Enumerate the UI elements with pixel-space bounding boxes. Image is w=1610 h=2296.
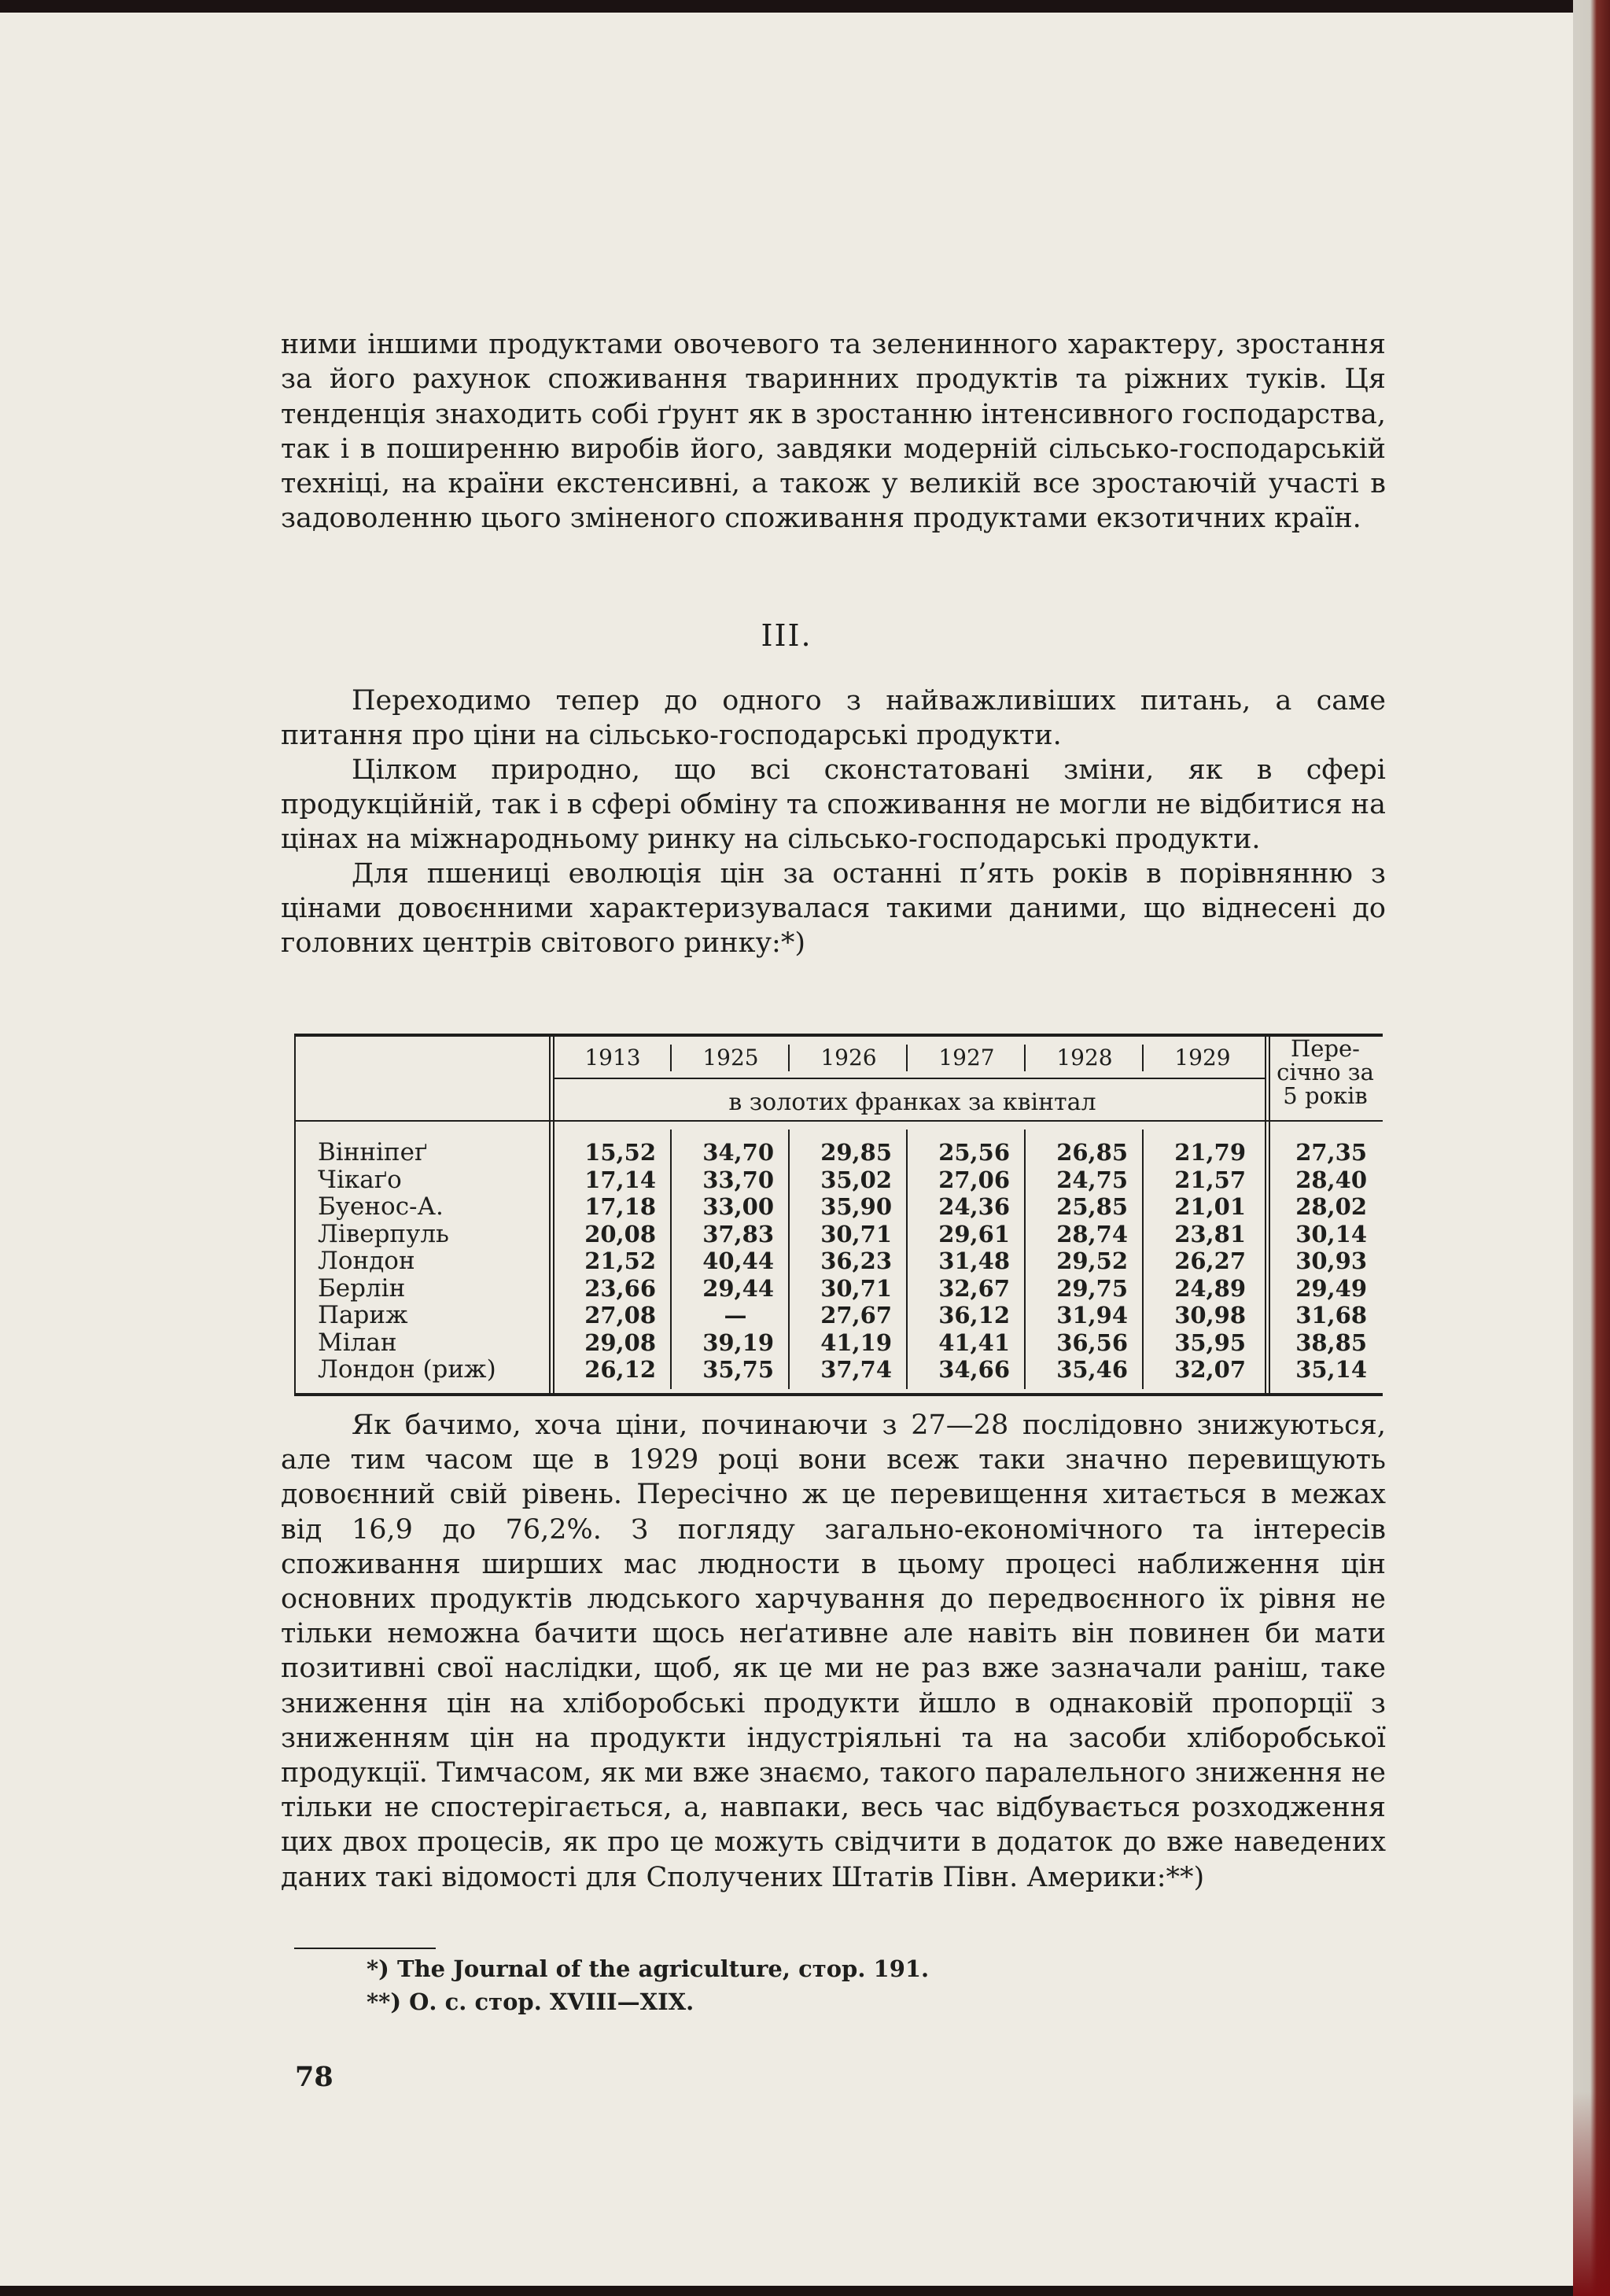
value-cell: 26,85 — [1056, 1139, 1128, 1166]
city-cell: Берлін — [318, 1273, 406, 1303]
intro-paragraph-text: ними іншими продуктами овочевого та зеленинного характеру, зростання за його рахунок споживання тваринних продуктів та ріжних туків. Ця тенденція знаходить собі ґрунт як в зростанню інтенсивного господарства, так і в поширенню виробів його, завдяки модерній сільсько-господарській техніці, на країни екстенсивні, а також у великій все зростаючій участі в задоволенню цього зміненого споживання продуктами екзотичних країн. — [281, 329, 1386, 535]
column-separator — [1024, 1130, 1026, 1389]
value-cell: 30,98 — [1174, 1302, 1246, 1329]
value-cell: 31,68 — [1295, 1302, 1367, 1329]
value-cell: 30,71 — [820, 1220, 892, 1248]
value-cell: 41,41 — [938, 1329, 1010, 1356]
value-cell: 35,02 — [820, 1166, 892, 1193]
value-cell: 35,95 — [1174, 1329, 1246, 1356]
value-cell: 35,75 — [702, 1356, 774, 1383]
value-cell: 31,94 — [1056, 1302, 1128, 1329]
value-cell: 26,12 — [584, 1356, 656, 1383]
column-1926 — [791, 1139, 892, 1384]
table-rule — [296, 1120, 1383, 1122]
column-1925 — [673, 1139, 774, 1384]
year-header-1927: 1927 — [938, 1045, 995, 1071]
value-cell: 25,56 — [938, 1139, 1010, 1166]
column-1927 — [909, 1139, 1010, 1384]
value-cell: 37,74 — [820, 1356, 892, 1383]
column-separator — [670, 1130, 672, 1389]
city-cell: Лондон (риж) — [318, 1355, 496, 1384]
value-cell: 33,00 — [702, 1193, 774, 1220]
page-number: 78 — [295, 2061, 333, 2093]
value-cell: 37,83 — [702, 1220, 774, 1248]
value-cell: 24,75 — [1056, 1166, 1128, 1193]
value-cell: 15,52 — [584, 1139, 656, 1166]
value-cell: 36,12 — [938, 1302, 1010, 1329]
city-cell: Париж — [318, 1301, 408, 1329]
city-cell: Чікаґо — [318, 1165, 402, 1194]
book-binding-edge — [1573, 0, 1610, 2296]
column-average — [1266, 1139, 1367, 1384]
city-cell: Мілан — [318, 1328, 397, 1357]
value-cell: 27,08 — [584, 1302, 656, 1329]
value-cell: 32,07 — [1174, 1356, 1246, 1383]
value-cell: 21,57 — [1174, 1166, 1246, 1193]
section-heading: III. — [761, 618, 812, 653]
paragraph-4: Для пшениці еволюція цін за останні п’ять років в порівнянню з цінами довоєнними характеризувалася такими даними, що віднесені до головних центрів світового ринку:*) — [281, 858, 1386, 959]
average-header: Пере-січно за 5 років — [1277, 1035, 1374, 1109]
year-header-1913: 1913 — [584, 1045, 641, 1071]
value-cell: 34,66 — [938, 1356, 1010, 1383]
value-cell: 29,85 — [820, 1139, 892, 1166]
value-cell: 24,89 — [1174, 1274, 1246, 1302]
value-cell: 41,19 — [820, 1329, 892, 1356]
value-cell: 31,48 — [938, 1248, 1010, 1274]
column-1928 — [1027, 1139, 1128, 1384]
column-separator — [906, 1130, 908, 1389]
value-cell: 29,08 — [584, 1329, 656, 1356]
paragraph-2: Переходимо тепер до одного з найважливіших питань, а саме питання про ціни на сільсько-господарські продукти. — [281, 685, 1386, 751]
value-cell: 29,75 — [1056, 1274, 1128, 1302]
city-cell: Ліверпуль — [318, 1219, 449, 1248]
value-cell: 34,70 — [702, 1139, 774, 1166]
column-separator — [1142, 1130, 1144, 1389]
value-cell: 29,49 — [1295, 1274, 1367, 1302]
year-separator — [906, 1045, 908, 1071]
value-cell: 30,71 — [820, 1274, 892, 1302]
value-cell: 35,46 — [1056, 1356, 1128, 1383]
paragraph-5: Як бачимо, хоча ціни, починаючи з 27—28 послідовно знижуються, але тим часом ще в 1929 році вони всеж таки значно перевищують довоєнний свій рівень. Пересічно ж це перевищення хитається в межах від 16,9 до 76,2%. З погляду загально-економічного та інтересів споживання ширших мас людности в цьому процесі наближення цін основних продуктів людського харчування до передвоєнного їх рівня не тільки неможна бачити щось неґативне але навіть він повинен би мати позитивні свої наслідки, щоб, як це ми не раз вже зазначали раніш, таке зниження цін на хліборобські продукти йшло в однаковій пропорції з зниженням цін на продукти індустріяльні та на засоби хліборобської продукції. Тимчасом, як ми вже знаємо, такого паралельного зниження не тільки не спостерігається, а, навпаки, весь час відбувається розходження цих двох процесів, як про це можуть свідчити в додаток до вже наведених даних такі відомості для Сполучених Штатів Півн. Америки:**) — [281, 1410, 1386, 1893]
value-cell: 29,52 — [1056, 1248, 1128, 1274]
value-cell: 28,02 — [1295, 1193, 1367, 1220]
intro-paragraph — [281, 327, 1386, 536]
value-cell: 21,01 — [1174, 1193, 1246, 1220]
value-cell: 17,14 — [584, 1166, 656, 1193]
column-1913 — [555, 1139, 656, 1384]
value-cell: 20,08 — [584, 1220, 656, 1248]
value-cell: 25,85 — [1056, 1193, 1128, 1220]
paragraph-3: Цілком природно, що всі сконстатовані зміни, як в сфері продукційній, так і в сфері обміну та споживання не могли не відбитися на цінах на міжнародньому ринку на сільсько-господарські продукти. — [281, 754, 1386, 855]
value-cell: 21,52 — [584, 1248, 656, 1274]
value-cell: 35,90 — [820, 1193, 892, 1220]
year-header-1925: 1925 — [702, 1045, 759, 1071]
value-cell: 17,18 — [584, 1193, 656, 1220]
value-cell: — — [724, 1302, 747, 1329]
value-cell: 21,79 — [1174, 1139, 1246, 1166]
book-cover-corner — [1573, 2091, 1610, 2296]
value-cell: 32,67 — [938, 1274, 1010, 1302]
value-cell: 27,06 — [938, 1166, 1010, 1193]
value-cell: 23,81 — [1174, 1220, 1246, 1248]
value-cell: 29,44 — [702, 1274, 774, 1302]
value-cell: 23,66 — [584, 1274, 656, 1302]
year-separator — [1142, 1045, 1144, 1071]
conclusion-paragraph — [281, 1408, 1386, 1895]
value-cell: 30,93 — [1295, 1248, 1367, 1274]
table-rule — [553, 1078, 1265, 1079]
book-page — [0, 13, 1573, 2286]
year-separator — [1024, 1045, 1026, 1071]
footnote-rule — [294, 1948, 436, 1949]
value-cell: 39,19 — [702, 1329, 774, 1356]
value-cell: 40,44 — [702, 1248, 774, 1274]
value-cell: 27,35 — [1295, 1139, 1367, 1166]
value-cell: 35,14 — [1295, 1356, 1367, 1383]
city-cell: Вінніпеґ — [318, 1138, 428, 1166]
footnote-1: *) The Journal of the agriculture, стор. 191. — [367, 1955, 930, 1982]
value-cell: 28,40 — [1295, 1166, 1367, 1193]
city-cell: Лондон — [318, 1247, 415, 1275]
year-header-1929: 1929 — [1174, 1045, 1231, 1071]
value-cell: 29,61 — [938, 1220, 1010, 1248]
value-cell: 26,27 — [1174, 1248, 1246, 1274]
year-header-1926: 1926 — [820, 1045, 877, 1071]
footnote-2: **) О. с. стор. XVIII—XIX. — [367, 1988, 694, 2015]
column-1929 — [1145, 1139, 1246, 1384]
section-paragraphs — [281, 684, 1386, 960]
value-cell: 38,85 — [1295, 1329, 1367, 1356]
value-cell: 36,23 — [820, 1248, 892, 1274]
column-separator — [788, 1130, 790, 1389]
value-cell: 28,74 — [1056, 1220, 1128, 1248]
city-cell: Буенос-А. — [318, 1192, 444, 1221]
year-separator — [788, 1045, 790, 1071]
value-cell: 27,67 — [820, 1302, 892, 1329]
value-cell: 33,70 — [702, 1166, 774, 1193]
year-separator — [670, 1045, 672, 1071]
value-cell: 30,14 — [1295, 1220, 1367, 1248]
year-header-1928: 1928 — [1056, 1045, 1113, 1071]
unit-label: в золотих франках за квінтал — [728, 1089, 1096, 1116]
price-table — [294, 1034, 1383, 1396]
city-column — [318, 1139, 496, 1384]
value-cell: 36,56 — [1056, 1329, 1128, 1356]
value-cell: 24,36 — [938, 1193, 1010, 1220]
